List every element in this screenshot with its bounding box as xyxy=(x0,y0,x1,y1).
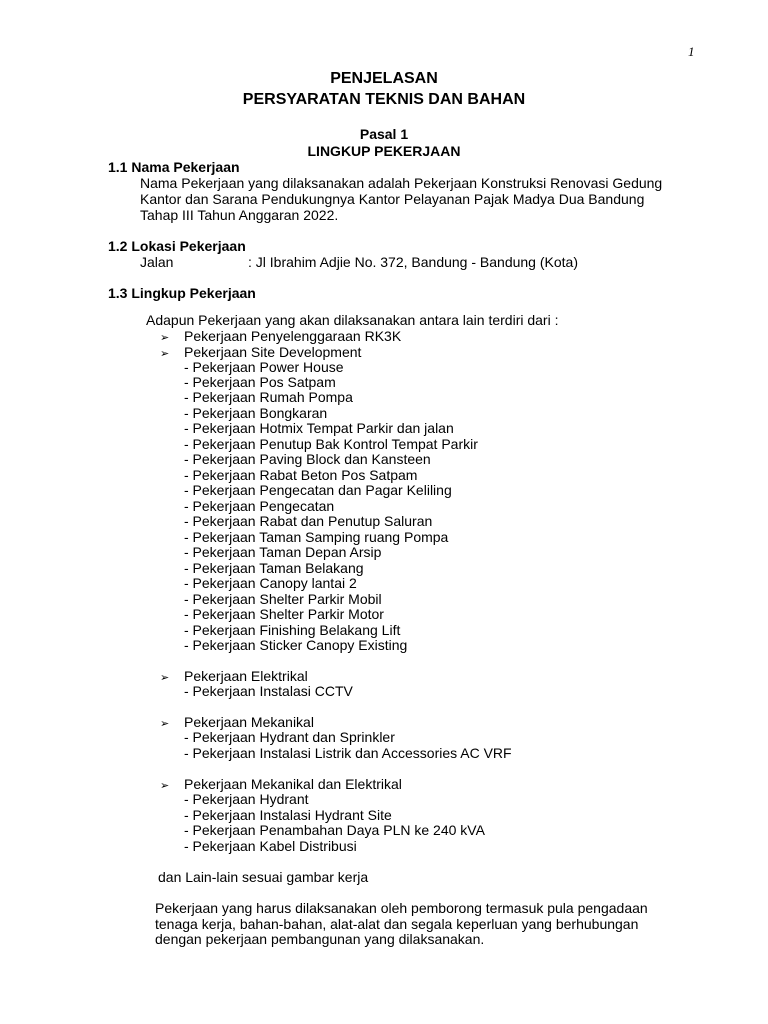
scope-group-title: Pekerjaan Site Development xyxy=(184,344,362,360)
scope-item: - Pekerjaan Shelter Parkir Mobil xyxy=(184,591,382,607)
scope-item: - Pekerjaan Canopy lantai 2 xyxy=(184,575,357,591)
scope-item: - Pekerjaan Bongkaran xyxy=(184,405,328,421)
scope-item: - Pekerjaan Penutup Bak Kontrol Tempat Parkir xyxy=(184,436,478,452)
arrow-bullet-icon: ➢ xyxy=(160,332,170,344)
arrow-bullet-icon: ➢ xyxy=(160,718,170,730)
scope-item: - Pekerjaan Paving Block dan Kansteen xyxy=(184,451,431,467)
scope-item: - Pekerjaan Finishing Belakang Lift xyxy=(184,622,401,638)
scope-item: - Pekerjaan Power House xyxy=(184,359,344,375)
scope-item: - Pekerjaan Instalasi CCTV xyxy=(184,683,353,699)
pasal-label: Pasal 1 xyxy=(359,126,409,142)
scope-item: - Pekerjaan Taman Depan Arsip xyxy=(184,544,382,560)
scope-item: - Pekerjaan Hydrant dan Sprinkler xyxy=(184,729,395,745)
pasal-title: LINGKUP PEKERJAAN xyxy=(307,143,461,159)
scope-item: - Pekerjaan Pos Satpam xyxy=(184,374,336,390)
scope-group-title: Pekerjaan Mekanikal xyxy=(184,714,314,730)
final-paragraph-line: dengan pekerjaan pembangunan yang dilaksanakan. xyxy=(155,931,485,947)
location-label: Jalan xyxy=(140,254,174,270)
scope-item: - Pekerjaan Pengecatan dan Pagar Keliling xyxy=(184,482,452,498)
section-body-line: Nama Pekerjaan yang dilaksanakan adalah Pekerjaan Konstruksi Renovasi Gedung xyxy=(140,175,663,191)
scope-item: - Pekerjaan Shelter Parkir Motor xyxy=(184,606,384,622)
scope-item: - Pekerjaan Sticker Canopy Existing xyxy=(184,637,408,653)
arrow-bullet-icon: ➢ xyxy=(160,780,170,792)
section-heading-lingkup-pekerjaan: 1.3 Lingkup Pekerjaan xyxy=(108,285,256,301)
scope-item: - Pekerjaan Taman Samping ruang Pompa xyxy=(184,529,449,545)
scope-group-title: Pekerjaan Penyelenggaraan RK3K xyxy=(184,328,402,344)
document-title-line-1: PENJELASAN xyxy=(330,70,438,87)
scope-intro: Adapun Pekerjaan yang akan dilaksanakan antara lain terdiri dari : xyxy=(146,312,559,328)
scope-item: - Pekerjaan Kabel Distribusi xyxy=(184,838,357,854)
final-paragraph-line: Pekerjaan yang harus dilaksanakan oleh pemborong termasuk pula pengadaan xyxy=(155,900,648,916)
scope-item: - Pekerjaan Instalasi Listrik dan Accessories AC VRF xyxy=(184,745,512,761)
scope-item: - Pekerjaan Instalasi Hydrant Site xyxy=(184,807,392,823)
scope-closing: dan Lain-lain sesuai gambar kerja xyxy=(158,869,369,885)
scope-item: - Pekerjaan Pengecatan xyxy=(184,498,335,514)
scope-item: - Pekerjaan Taman Belakang xyxy=(184,560,364,576)
scope-group-title: Pekerjaan Elektrikal xyxy=(184,668,308,684)
final-paragraph-line: tenaga kerja, bahan-bahan, alat-alat dan segala keperluan yang berhubungan xyxy=(155,916,639,932)
location-value: : Jl Ibrahim Adjie No. 372, Bandung - Bandung (Kota) xyxy=(248,254,578,270)
document-title-line-2: PERSYARATAN TEKNIS DAN BAHAN xyxy=(242,91,526,108)
scope-item: - Pekerjaan Penambahan Daya PLN ke 240 kVA xyxy=(184,822,485,838)
scope-group-title: Pekerjaan Mekanikal dan Elektrikal xyxy=(184,776,402,792)
section-body-line: Kantor dan Sarana Pendukungnya Kantor Pelayanan Pajak Madya Dua Bandung xyxy=(140,191,645,207)
section-heading-lokasi-pekerjaan: 1.2 Lokasi Pekerjaan xyxy=(108,238,246,254)
page-number: 1 xyxy=(688,44,695,59)
scope-item: - Pekerjaan Hotmix Tempat Parkir dan jalan xyxy=(184,420,454,436)
scope-item: - Pekerjaan Rabat dan Penutup Saluran xyxy=(184,513,433,529)
scope-item: - Pekerjaan Hydrant xyxy=(184,791,309,807)
scope-item: - Pekerjaan Rumah Pompa xyxy=(184,389,353,405)
scope-item: - Pekerjaan Rabat Beton Pos Satpam xyxy=(184,467,418,483)
arrow-bullet-icon: ➢ xyxy=(160,348,170,360)
section-heading-nama-pekerjaan: 1.1 Nama Pekerjaan xyxy=(108,159,240,175)
section-body-line: Tahap III Tahun Anggaran 2022. xyxy=(140,207,339,223)
arrow-bullet-icon: ➢ xyxy=(160,672,170,684)
